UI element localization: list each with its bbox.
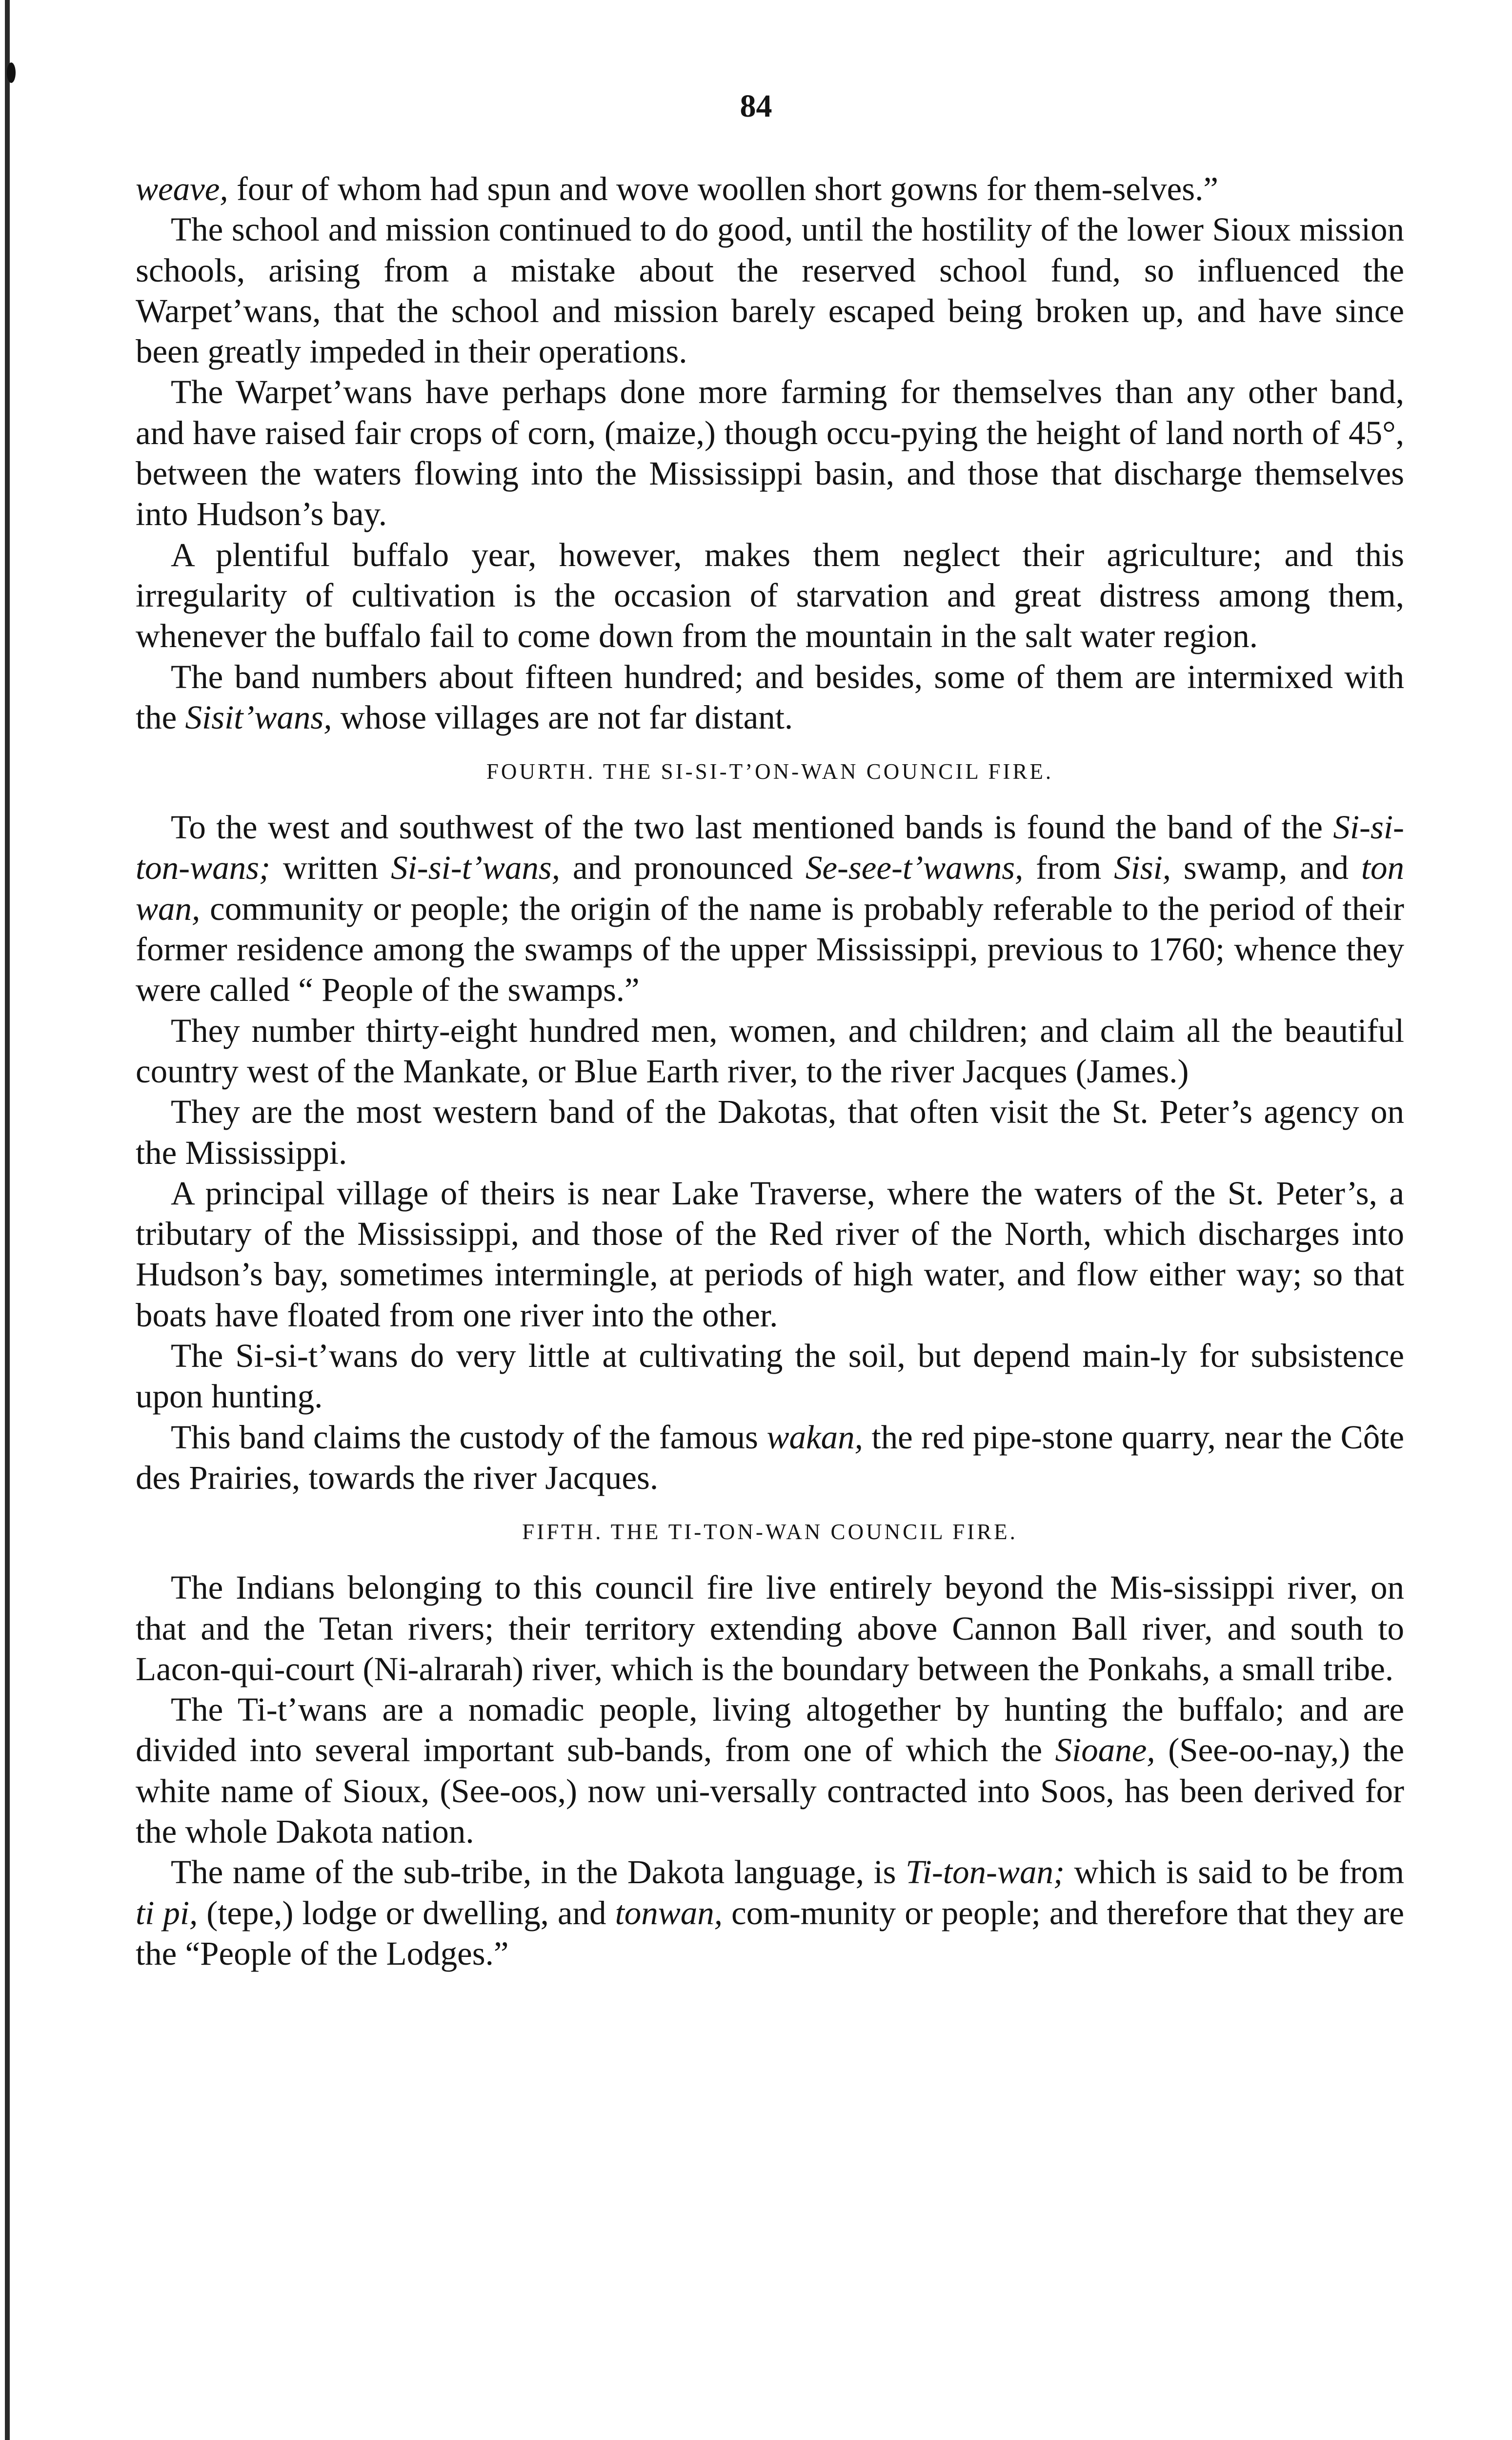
text-run: The band numbers about fifteen hundred; and besides, some of them are intermixed with the <box>136 658 1404 736</box>
page-number: 84 <box>740 88 772 124</box>
text-run: This band claims the custody of the famous <box>171 1418 767 1456</box>
scan-page-edge-left <box>5 0 10 2440</box>
paragraph <box>136 1852 1404 1974</box>
paragraph <box>136 372 1404 534</box>
paragraph <box>136 1336 1404 1417</box>
text-run: The Warpet’wans have perhaps done more farming for themselves than any other band, and have raised fair crops of corn, (maize,) though occu-pying the height of land north of 45°, between the waters flowing into the Mississippi basin, and those that discharge themselves into Hudson’s bay. <box>136 373 1404 533</box>
text-run: which is said to be from <box>1064 1853 1404 1891</box>
text-run: The Ti-t’wans are a nomadic people, living altogether by hunting the buffalo; and are divided into several important sub-bands, from one of which the <box>136 1691 1404 1769</box>
text-run: written <box>270 849 391 887</box>
text-run: from <box>1023 849 1114 887</box>
text-run: The Si-si-t’wans do very little at cultivating the soil, but depend main-ly for subsistence upon hunting. <box>136 1337 1404 1415</box>
italic-term: Sisit’wans, <box>185 698 332 736</box>
paragraph <box>136 1417 1404 1499</box>
text-run: and pronounced <box>560 849 806 887</box>
text-run: (See-oo-nay,) the white name of Sioux, (See-oos,) now uni-versally contracted into Soos, has been derived for the whole Dakota nation. <box>136 1731 1404 1850</box>
paragraph <box>136 1173 1404 1336</box>
text-run: To the west and southwest of the two last mentioned bands is found the band of the <box>171 809 1333 846</box>
text-run: whose villages are not far distant. <box>332 698 793 736</box>
italic-term: Se-see-t’wawns, <box>805 849 1024 887</box>
text-run: The name of the sub-tribe, in the Dakota language, is <box>171 1853 906 1891</box>
text-run: A principal village of theirs is near Lake Traverse, where the waters of the St. Peter’s, a tributary of the Mississippi, and those of the Red river of the North, which discharges into Hudson’s bay, sometimes intermingle, at periods of high water, and flow either way; so that boats have floated from one river into the other. <box>136 1174 1404 1334</box>
italic-term: Sioane, <box>1055 1731 1155 1769</box>
text-run: (tepe,) lodge or dwelling, and <box>198 1894 615 1932</box>
section-heading: FIFTH. THE TI-TON-WAN COUNCIL FIRE. <box>522 1520 1018 1545</box>
paragraph <box>136 535 1404 657</box>
text-run: four of whom had spun and wove woollen short gowns for them-selves.” <box>228 170 1219 207</box>
text-run: swamp, and <box>1171 849 1361 887</box>
text-run: A plentiful buffalo year, however, makes them neglect their agriculture; and this irregularity of cultivation is the occasion of starvation and great distress among them, whenever the buffalo fail to come down from the mountain in the salt water region. <box>136 536 1404 655</box>
italic-term: Sisi, <box>1114 849 1171 887</box>
italic-term: Ti-ton-wan; <box>906 1853 1065 1891</box>
section-heading: FOURTH. THE SI-SI-T’ON-WAN COUNCIL FIRE. <box>486 759 1054 784</box>
italic-term: ton wan, <box>136 849 1404 927</box>
text-run: the red pipe-stone quarry, near the Côte des Prairies, towards the river Jacques. <box>136 1418 1404 1496</box>
ink-blot-mark <box>7 62 16 83</box>
text-run: community or people; the origin of the name is probably referable to the period of their former residence among the swamps of the upper Mississippi, previous to 1760; whence they were called “ People of the swamps.” <box>136 890 1404 1009</box>
page-body-text <box>136 169 1404 1974</box>
paragraph <box>136 657 1404 738</box>
paragraph <box>136 1689 1404 1852</box>
text-run: com-munity or people; and therefore that they are the “People of the Lodges.” <box>136 1894 1405 1972</box>
text-run: They are the most western band of the Dakotas, that often visit the St. Peter’s agency on the Mississippi. <box>136 1093 1404 1171</box>
text-run: They number thirty-eight hundred men, women, and children; and claim all the beautiful country west of the Mankate, or Blue Earth river, to the river Jacques (James.) <box>136 1012 1404 1090</box>
paragraph <box>136 1092 1404 1173</box>
paragraph <box>136 169 1404 209</box>
italic-term: Si-si-ton-wans; <box>136 809 1404 887</box>
text-run: The school and mission continued to do good, until the hostility of the lower Sioux mission schools, arising from a mistake about the reserved school fund, so influenced the Warpet’wans, that the school and mission barely escaped being broken up, and have since been greatly impeded in their operations. <box>136 211 1404 370</box>
paragraph <box>136 209 1404 372</box>
italic-term: weave, <box>136 170 228 207</box>
paragraph <box>136 1011 1404 1092</box>
italic-term: Si-si-t’wans, <box>391 849 560 887</box>
italic-term: tonwan, <box>615 1894 723 1932</box>
text-run: The Indians belonging to this council fire live entirely beyond the Mis-sissippi river, on that and the Tetan rivers; their territory extending above Cannon Ball river, and south to Lacon-qui-court (Ni-alrarah) river, which is the boundary between the Ponkahs, a small tribe. <box>136 1569 1404 1688</box>
italic-term: wakan, <box>766 1418 863 1456</box>
italic-term: ti pi, <box>136 1894 198 1932</box>
paragraph <box>136 807 1404 1010</box>
paragraph <box>136 1567 1404 1689</box>
